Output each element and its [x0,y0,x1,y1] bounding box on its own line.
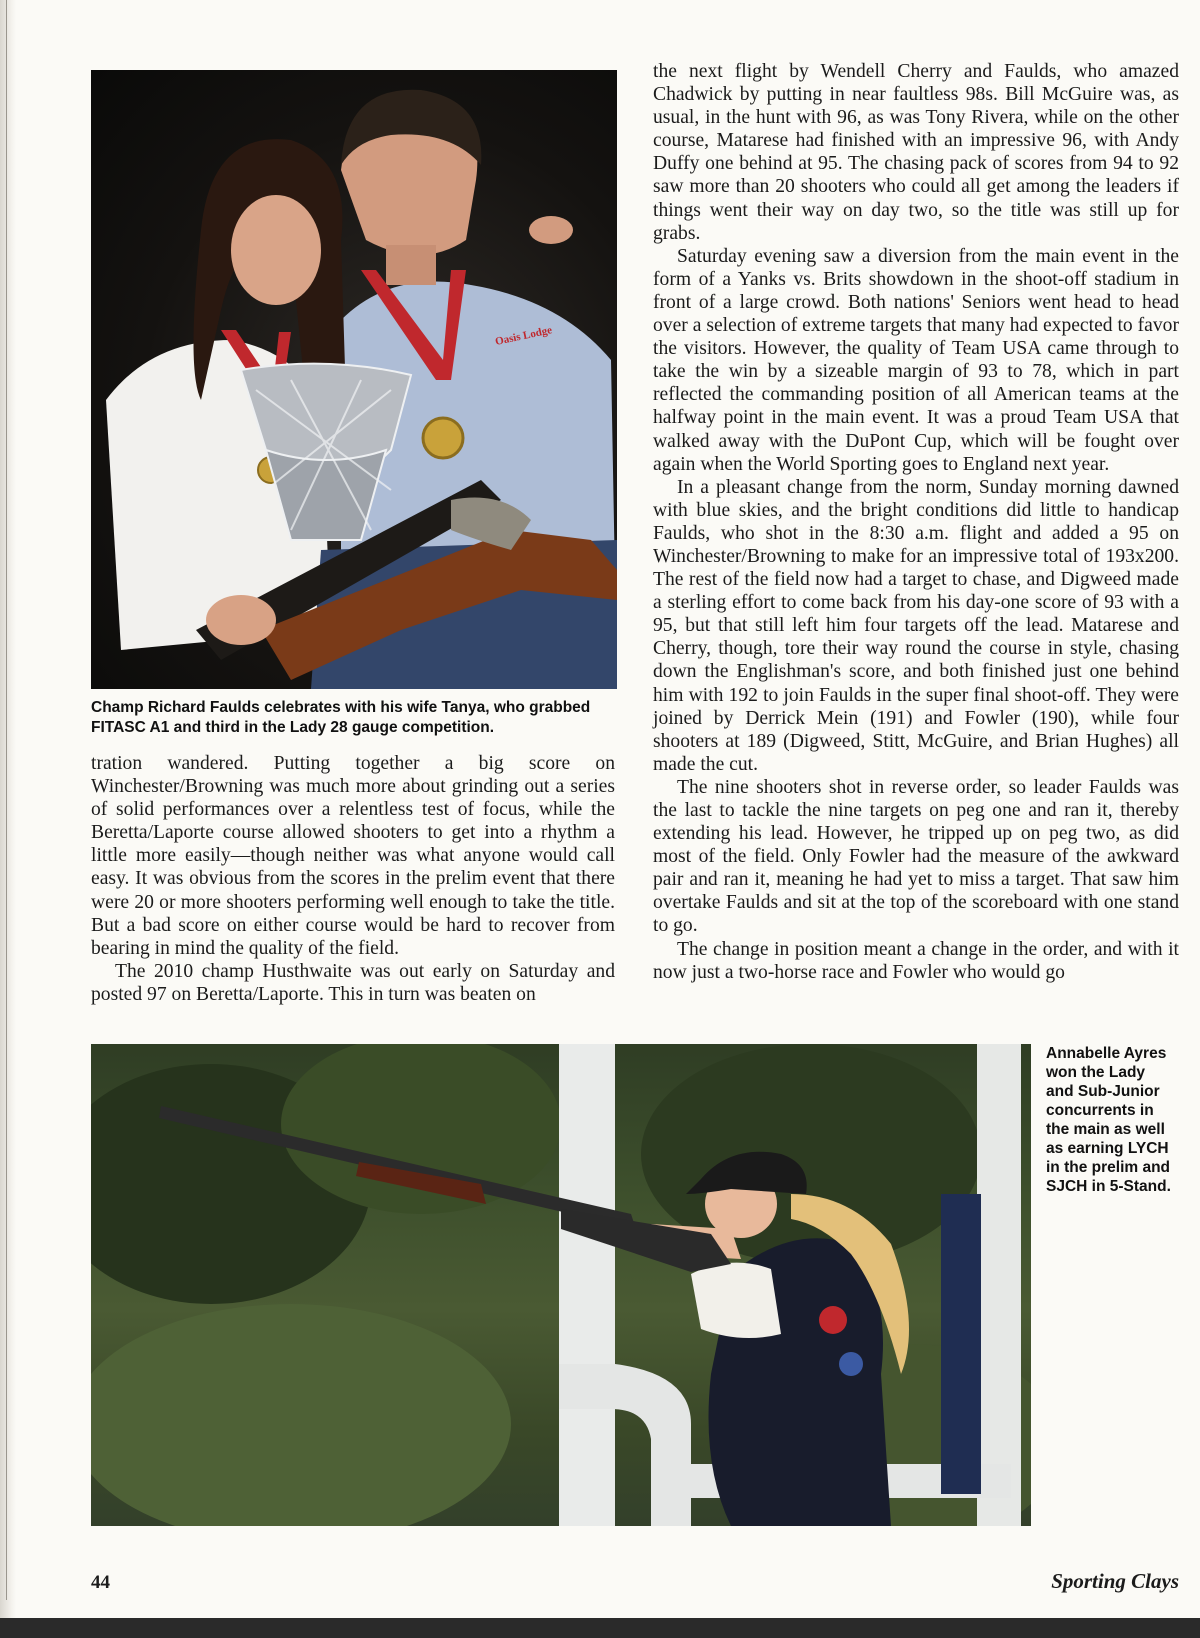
photo-ayres-illustration [91,1044,1031,1526]
article-right-column [653,60,1179,984]
photo-faulds-couple [91,70,617,689]
shirt-logo-text: Oasis Lodge [494,324,554,348]
binding-edge [0,0,16,1638]
article-left-column [91,752,615,1006]
paragraph: tration wandered. Putting together a big score on Winchester/Browning was much more about grinding out a series of solid performances over a relentless test of focus, while the Beretta/Laporte course allowed shooters to get into a rhythm a little more easily—though neither was what anyone would call easy. It was obvious from the scores in the prelim event that there were 20 or more shooters performing well enough to take the title. But a bad score on either course would be hard to recover from bearing in mind the quality of the field. [91,753,615,959]
paragraph: Saturday evening saw a diversion from the main event in the form of a Yanks vs. Brits showdown in the shoot-off stadium in front of a large crowd. Both nations' Seniors went head to head over a selection of extreme targets that many had expected to favor the visitors. However, the quality of Team USA came through to take the win by a sizeable margin of 93 to 78, which in part reflected the commanding position of all American teams at the halfway point in the main event. It was a proud Team USA that walked away with the DuPont Cup, which will be fought over again when the World Sporting goes to England next year. [653,245,1179,475]
paragraph: The nine shooters shot in reverse order, so leader Faulds was the last to tackle the nine targets on peg one and ran it, thereby extending his lead. However, he tripped up on peg two, as did most of the field. Only Fowler had the measure of the awkward pair and ran it, meaning he had yet to miss a target. That saw him overtake Faulds and sit at the top of the scoreboard with one stand to go. [653,776,1179,937]
photo-faulds-illustration [91,70,617,689]
scan-bottom-edge [0,1618,1200,1638]
paragraph: In a pleasant change from the norm, Sunday morning dawned with blue skies, and the bright conditions did little to handicap Faulds, who shot in the 8:30 a.m. flight and added a 95 on Winchester/Browning to make for an impressive total of 193x200. The rest of the field now had a target to chase, and Digweed made a sterling effort to come back from his day-one score of 93 with a 95, but that still left him four targets off the lead. Matarese and Cherry, though, tore their way round the course in style, chasing down the Englishman's score, and both finished just one behind him with 192 to join Faulds in the super final shoot-off. They were joined by Derrick Mein (191) and Fowler (190), while four shooters at 189 (Digweed, Stitt, McGuire, and Brian Hughes) all made the cut. [653,476,1179,775]
paragraph: the next flight by Wendell Cherry and Faulds, who amazed Chadwick by putting in near faultless 98s. Bill McGuire was, as usual, in the hunt with 96, as was Tony Rivera, while on the other course, Matarese had finished with an impressive 96, with Andy Duffy one behind at 95. The chasing pack of scores from 94 to 92 saw more than 20 shooters who could all get among the leaders if things went their way on day two, so the title was still up for grabs. [653,61,1179,244]
binding-line [6,0,7,1600]
paragraph: The 2010 champ Husthwaite was out early on Saturday and posted 97 on Beretta/Laporte. This in turn was beaten on [91,960,615,1005]
photo1-caption: Champ Richard Faulds celebrates with his wife Tanya, who grabbed FITASC A1 and third in the Lady 28 gauge competition. [91,699,591,736]
photo-annabelle-ayres [91,1044,1031,1526]
photo2-caption: Annabelle Ayres won the Lady and Sub-Junior concurrents in the main as well as earning LYCH in the prelim and SJCH in 5-Stand. [1046,1045,1171,1195]
magazine-title: Sporting Clays [1051,1569,1179,1593]
page-number: 44 [91,1572,110,1593]
paragraph: The change in position meant a change in the order, and with it now just a two-horse race and Fowler who would go [653,938,1179,983]
